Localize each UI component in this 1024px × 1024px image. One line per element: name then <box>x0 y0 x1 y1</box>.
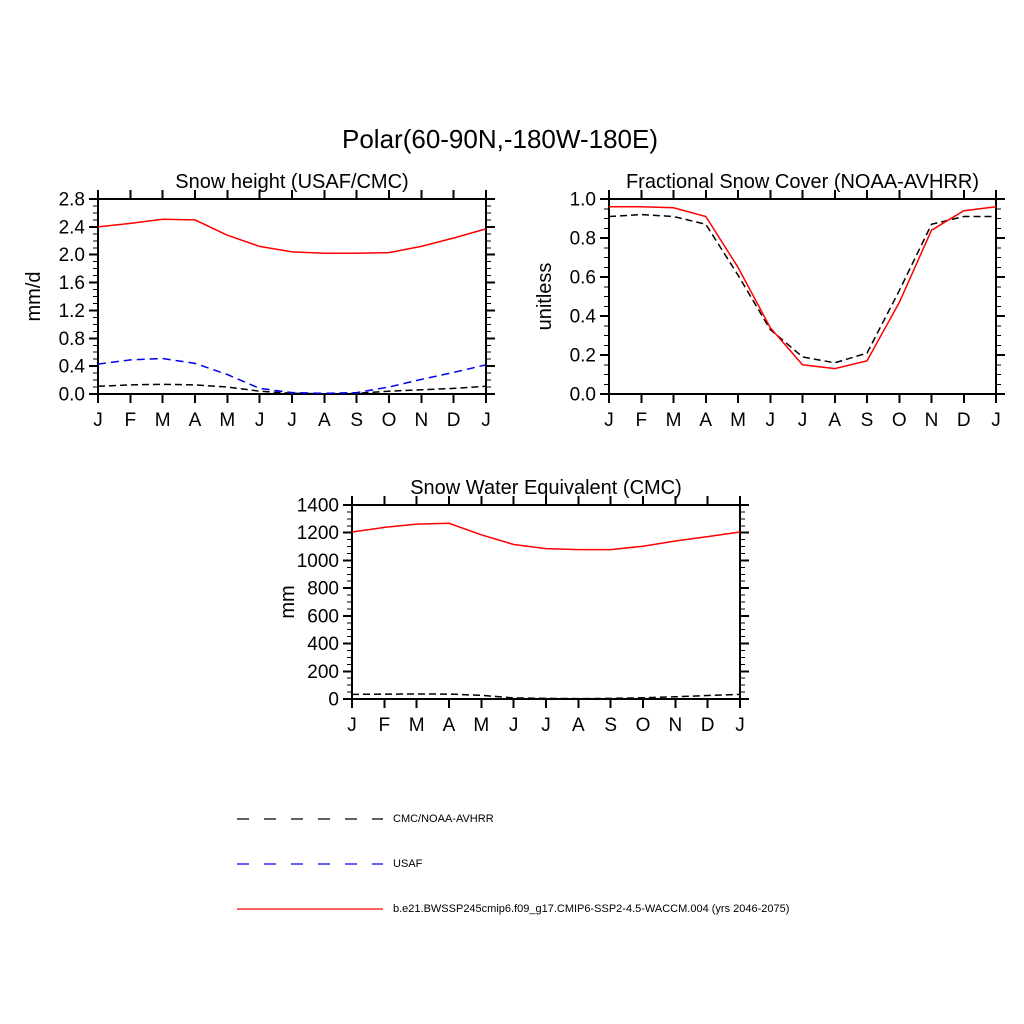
x-tick-label: J <box>797 410 808 431</box>
x-tick-label: A <box>442 715 456 736</box>
y-tick-label: 0.2 <box>569 345 596 367</box>
y-tick-label: 2.8 <box>58 189 85 211</box>
x-tick-label: A <box>317 410 331 431</box>
y-tick-label: 0.0 <box>569 384 596 406</box>
legend-line-dashed-blue <box>235 856 385 872</box>
y-axis-label: mm/d <box>23 271 45 322</box>
x-tick-label: A <box>828 410 842 431</box>
y-tick-label: 1400 <box>296 495 339 517</box>
x-tick-label: M <box>730 410 746 431</box>
legend-item-usaf <box>235 856 422 872</box>
x-tick-label: S <box>604 715 618 736</box>
x-tick-label: J <box>254 410 265 431</box>
legend-item-cmc <box>235 811 494 827</box>
y-tick-label: 0.4 <box>569 306 596 328</box>
x-tick-label: D <box>700 715 715 736</box>
x-tick-label: A <box>699 410 713 431</box>
y-tick-label: 0 <box>328 689 339 711</box>
x-tick-label: N <box>414 410 429 431</box>
x-tick-label: A <box>188 410 202 431</box>
y-tick-label: 1.0 <box>569 189 596 211</box>
x-tick-label: J <box>93 410 103 431</box>
series-line <box>98 219 486 253</box>
x-tick-label: J <box>735 715 745 736</box>
x-tick-label: N <box>924 410 939 431</box>
legend-line-solid-red <box>235 901 385 917</box>
y-tick-label: 0.0 <box>58 384 85 406</box>
x-tick-label: J <box>991 410 1001 431</box>
series-line <box>609 215 996 363</box>
chart-title: Snow Water Equivalent (CMC) <box>410 477 682 499</box>
x-tick-label: O <box>381 410 397 431</box>
y-tick-label: 0.8 <box>569 228 596 250</box>
x-tick-label: J <box>604 410 614 431</box>
y-axis-label: unitless <box>534 262 556 331</box>
x-tick-label: D <box>956 410 971 431</box>
x-tick-label: S <box>350 410 364 431</box>
snow-water-equivalent-chart <box>277 477 749 736</box>
x-tick-label: J <box>481 410 491 431</box>
x-tick-label: F <box>635 410 648 431</box>
x-tick-label: M <box>473 715 490 736</box>
y-tick-label: 1.6 <box>58 273 85 295</box>
x-tick-label: A <box>571 715 585 736</box>
chart-title: Snow height (USAF/CMC) <box>175 171 409 193</box>
y-tick-label: 0.4 <box>58 356 85 378</box>
x-tick-label: F <box>378 715 391 736</box>
series-line <box>98 359 486 394</box>
x-tick-label: J <box>347 715 357 736</box>
fractional-snow-cover-chart <box>534 171 1005 431</box>
x-tick-label: M <box>219 410 236 431</box>
y-tick-label: 200 <box>307 661 339 683</box>
x-tick-label: M <box>665 410 682 431</box>
y-tick-label: 400 <box>307 634 339 656</box>
x-tick-label: O <box>891 410 907 431</box>
y-tick-label: 800 <box>307 578 339 600</box>
x-tick-label: J <box>765 410 775 431</box>
plot-frame <box>352 505 740 699</box>
y-tick-label: 600 <box>307 606 339 628</box>
main-title: Polar(60-90N,-180W-180E) <box>342 124 658 154</box>
legend-line-dashed-black <box>235 811 385 827</box>
x-tick-label: F <box>124 410 137 431</box>
series-line <box>352 523 740 549</box>
x-tick-label: M <box>408 715 425 736</box>
x-tick-label: M <box>154 410 171 431</box>
y-tick-label: 2.0 <box>58 245 85 267</box>
legend-item-model <box>235 901 789 917</box>
x-tick-label: N <box>668 715 683 736</box>
y-tick-label: 0.6 <box>569 267 596 289</box>
legend-item-label: b.e21.BWSSP245cmip6.f09_g17.CMIP6-SSP2-4.5-WACCM.004 (yrs 2046-2075) <box>393 903 790 915</box>
y-tick-label: 1.2 <box>58 300 85 322</box>
x-tick-label: O <box>635 715 651 736</box>
series-line <box>609 207 996 369</box>
x-tick-label: J <box>508 715 519 736</box>
x-tick-label: S <box>860 410 874 431</box>
legend-item-label: USAF <box>393 858 423 870</box>
plot-frame <box>98 199 486 394</box>
series-line <box>352 694 740 699</box>
x-tick-label: D <box>446 410 461 431</box>
chart-title: Fractional Snow Cover (NOAA-AVHRR) <box>625 171 980 193</box>
y-tick-label: 1200 <box>296 523 339 545</box>
axes <box>59 190 495 432</box>
legend-item-label: CMC/NOAA-AVHRR <box>393 813 494 825</box>
x-tick-label: J <box>287 410 297 431</box>
x-tick-label: J <box>541 715 551 736</box>
y-tick-label: 2.4 <box>58 217 85 239</box>
y-tick-label: 1000 <box>296 550 339 572</box>
y-tick-label: 0.8 <box>58 328 85 350</box>
y-axis-label: mm <box>277 585 299 619</box>
axes <box>297 496 749 737</box>
snow-height-chart <box>23 171 495 431</box>
